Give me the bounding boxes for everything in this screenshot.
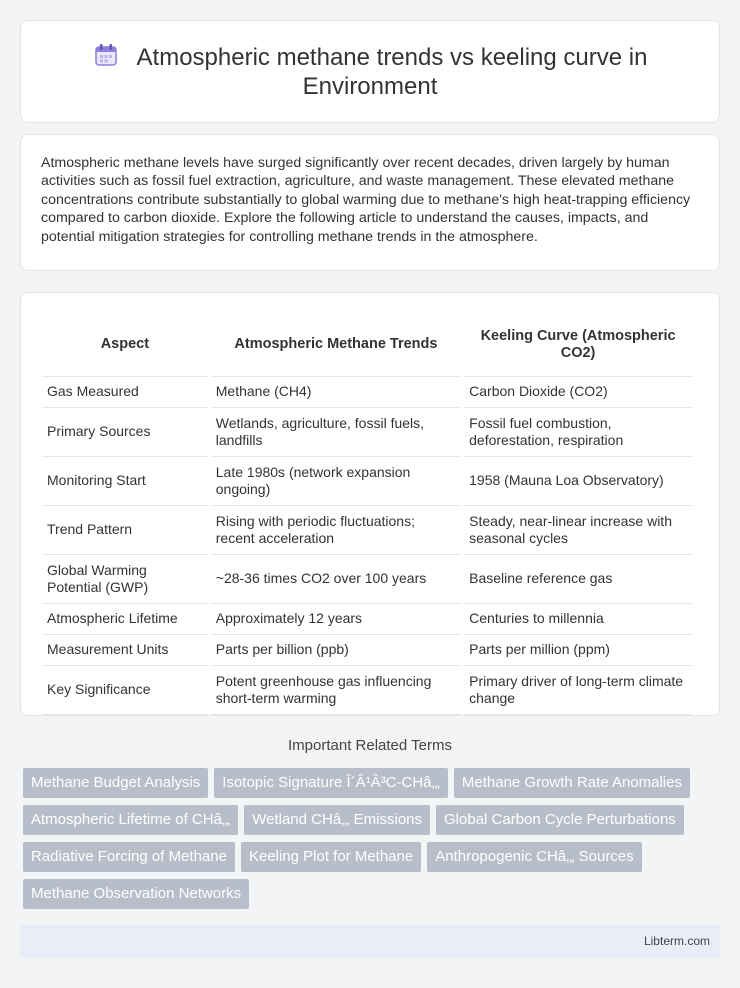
table-row: [42, 457, 692, 506]
table-cell-methane: Late 1980s (network expansion ongoing): [211, 457, 461, 506]
page-title-wrap: [51, 42, 689, 101]
term-chip[interactable]: Methane Observation Networks: [23, 879, 249, 909]
table-cell-aspect: Measurement Units: [42, 635, 208, 666]
table-cell-keeling: Fossil fuel combustion, deforestation, respiration: [464, 408, 692, 457]
table-cell-aspect: Primary Sources: [42, 408, 208, 457]
table-cell-keeling: 1958 (Mauna Loa Observatory): [464, 457, 692, 506]
header-card: [20, 20, 720, 123]
table-row: [42, 604, 692, 635]
term-chip[interactable]: Wetland CHâ‚„ Emissions: [244, 805, 430, 835]
related-terms-heading: Important Related Terms: [288, 737, 452, 754]
header-methane: Atmospheric Methane Trends: [211, 313, 461, 377]
calendar-icon: [93, 42, 119, 68]
footer-site-link[interactable]: Libterm.com: [643, 934, 710, 948]
table-row: [42, 555, 692, 604]
table-row: [42, 506, 692, 555]
table-row: [42, 666, 692, 715]
table-row: [42, 377, 692, 408]
table-cell-aspect: Trend Pattern: [42, 506, 208, 555]
term-chip[interactable]: Isotopic Signature Î´Â¹Â³C-CHâ‚„: [214, 768, 448, 798]
table-header-row: [42, 313, 692, 377]
term-chip[interactable]: Methane Growth Rate Anomalies: [454, 768, 690, 798]
term-chip[interactable]: Radiative Forcing of Methane: [23, 842, 235, 872]
term-chip[interactable]: Anthropogenic CHâ‚„ Sources: [427, 842, 641, 872]
table-row: [42, 408, 692, 457]
table-cell-methane: ~28-36 times CO2 over 100 years: [211, 555, 461, 604]
table-cell-methane: Parts per billion (ppb): [211, 635, 461, 666]
footer: [20, 925, 720, 958]
table-cell-aspect: Key Significance: [42, 666, 208, 715]
term-chip[interactable]: Keeling Plot for Methane: [241, 842, 421, 872]
page-title: Atmospheric methane trends vs keeling curve in Environment: [136, 44, 648, 100]
table-cell-methane: Rising with periodic fluctuations; recent acceleration: [211, 506, 461, 555]
table-cell-methane: Wetlands, agriculture, fossil fuels, landfills: [211, 408, 461, 457]
intro-text: Atmospheric methane levels have surged significantly over recent decades, driven largely by human activities such as fossil fuel extraction, agriculture, and waste management. These elevated methane concentrations contribute substantially to global warming due to methane's high heat-trapping efficiency compared to carbon dioxide. Explore the following article to understand the causes, impacts, and potential mitigation strategies for controlling methane trends in the atmosphere.: [41, 155, 691, 245]
header-keeling: Keeling Curve (Atmospheric CO2): [464, 313, 692, 377]
related-terms-list: [23, 768, 720, 909]
table-cell-aspect: Atmospheric Lifetime: [42, 604, 208, 635]
table-cell-keeling: Carbon Dioxide (CO2): [464, 377, 692, 408]
table-cell-aspect: Global Warming Potential (GWP): [42, 555, 208, 604]
table-cell-keeling: Parts per million (ppm): [464, 635, 692, 666]
table-cell-keeling: Baseline reference gas: [464, 555, 692, 604]
table-cell-methane: Methane (CH4): [211, 377, 461, 408]
table-cell-aspect: Gas Measured: [42, 377, 208, 408]
table-cell-keeling: Steady, near-linear increase with seasonal cycles: [464, 506, 692, 555]
table-cell-methane: Potent greenhouse gas influencing short-term warming: [211, 666, 461, 715]
table-cell-keeling: Centuries to millennia: [464, 604, 692, 635]
term-chip[interactable]: Methane Budget Analysis: [23, 768, 208, 798]
comparison-table: [39, 313, 695, 715]
comparison-table-card: [20, 292, 720, 716]
table-cell-methane: Approximately 12 years: [211, 604, 461, 635]
table-row: [42, 635, 692, 666]
table-cell-aspect: Monitoring Start: [42, 457, 208, 506]
term-chip[interactable]: Atmospheric Lifetime of CHâ‚„: [23, 805, 238, 835]
intro-card: [20, 134, 720, 271]
table-cell-keeling: Primary driver of long-term climate change: [464, 666, 692, 715]
term-chip[interactable]: Global Carbon Cycle Perturbations: [436, 805, 684, 835]
header-aspect: Aspect: [42, 313, 208, 377]
